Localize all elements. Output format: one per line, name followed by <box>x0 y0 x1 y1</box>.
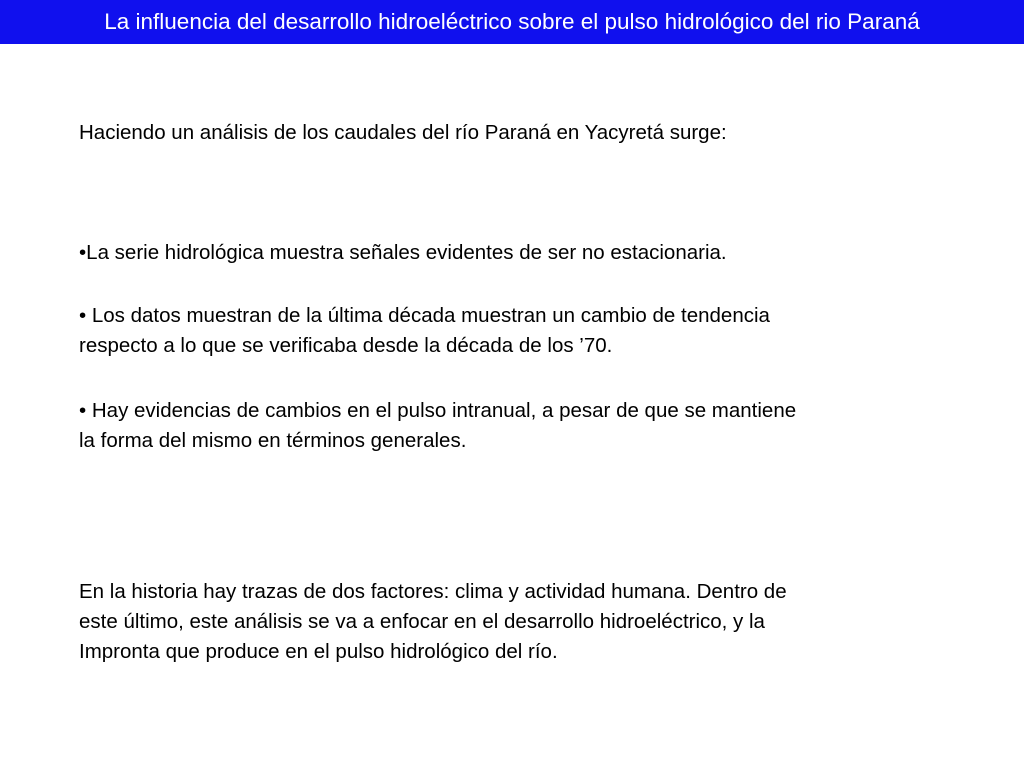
bullet-line: •La serie hidrológica muestra señales evidentes de ser no estacionaria. <box>79 241 727 264</box>
bullet-trend-change <box>79 301 979 361</box>
bullet-line: respecto a lo que se verificaba desde la década de los ’70. <box>79 334 613 357</box>
slide-title: La influencia del desarrollo hidroeléctrico sobre el pulso hidrológico del rio Paraná <box>104 9 920 34</box>
bullet-nonstationary <box>79 238 979 268</box>
bullet-line: • Los datos muestran de la última década muestran un cambio de tendencia <box>79 304 770 327</box>
conclusion-paragraph <box>79 577 979 667</box>
bullet-line: • Hay evidencias de cambios en el pulso intranual, a pesar de que se mantiene <box>79 399 797 422</box>
intro-paragraph: Haciendo un análisis de los caudales del río Paraná en Yacyretá surge: <box>79 121 727 144</box>
bullet-intra-annual-pulse <box>79 396 979 456</box>
conclusion-line: Impronta que produce en el pulso hidrológico del río. <box>79 640 558 663</box>
title-bar <box>0 0 1024 44</box>
conclusion-line: este último, este análisis se va a enfocar en el desarrollo hidroeléctrico, y la <box>79 610 765 633</box>
bullet-line: la forma del mismo en términos generales. <box>79 429 467 452</box>
conclusion-line: En la historia hay trazas de dos factores: clima y actividad humana. Dentro de <box>79 580 787 603</box>
